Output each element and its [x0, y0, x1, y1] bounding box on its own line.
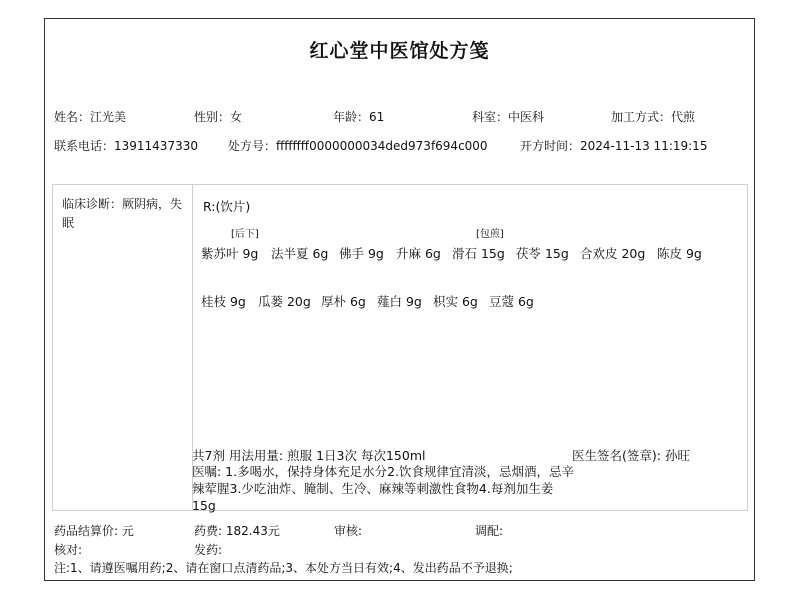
- drug-item: 陈皮 9g: [657, 246, 702, 261]
- dosage-instructions: 共7剂 用法用量: 煎服 1日3次 每次150ml: [192, 448, 426, 463]
- department: 科室：中医科: [472, 110, 545, 124]
- drug-item: 升麻 6g: [396, 246, 441, 261]
- patient-gender: 性别：女: [194, 110, 243, 124]
- tag-baojian: [包煎]: [476, 229, 504, 240]
- drug-item: 枳实 6g: [433, 294, 478, 309]
- drug-item: 桂枝 9g: [201, 294, 246, 309]
- drug-item: 佛手 9g: [339, 246, 384, 261]
- dispense-label: 调配:: [475, 524, 504, 538]
- drug-item: 薤白 9g: [377, 294, 422, 309]
- processing-method: 加工方式：代煎: [611, 110, 696, 124]
- footer-note: 注:1、请遵医嘱用药;2、请在窗口点清药品;3、本处方当日有效;4、发出药品不予退换;: [54, 561, 513, 575]
- patient-age: 年龄：61: [333, 110, 385, 124]
- rx-label: R:(饮片): [203, 199, 251, 214]
- tag-houxia: [后下]: [231, 229, 259, 240]
- check-label: 核对:: [54, 543, 83, 557]
- drug-item: 瓜蒌 20g: [258, 294, 311, 309]
- medical-advice: 医嘱: 1.多喝水，保持身体充足水分2.饮食规律宜清淡，忌烟酒，忌辛辣荤腥3.少吃油炸、腌制、生冷、麻辣等刺激性食物4.每剂加生姜15g: [192, 464, 575, 513]
- page-title: 红心堂中医馆处方笺: [309, 40, 490, 62]
- clinical-diagnosis: 临床诊断：厥阴病，失眠: [62, 197, 183, 230]
- issue-label: 发药:: [194, 543, 223, 557]
- review-label: 审核:: [334, 524, 363, 538]
- settlement-price: 药品结算价: 元: [54, 524, 134, 538]
- phone-number: 联系电话：13911437330: [54, 139, 198, 153]
- drug-item: 豆蔻 6g: [489, 294, 534, 309]
- drug-fee: 药费: 182.43元: [194, 524, 280, 538]
- drug-item: 茯苓 15g: [516, 246, 569, 261]
- drug-item: 紫苏叶 9g: [201, 246, 259, 261]
- drug-item: 法半夏 6g: [271, 246, 329, 261]
- prescription-number: 处方号：ffffffff0000000034ded973f694c000: [228, 139, 488, 153]
- drug-item: 合欢皮 20g: [580, 246, 646, 261]
- doctor-signature: 医生签名(签章): 孙旺: [572, 448, 690, 463]
- drug-item: 厚朴 6g: [321, 294, 366, 309]
- prescribe-time: 开方时间：2024-11-13 11:19:15: [520, 139, 708, 153]
- patient-name: 姓名：江光美: [54, 110, 127, 124]
- drug-item: 滑石 15g: [452, 246, 505, 261]
